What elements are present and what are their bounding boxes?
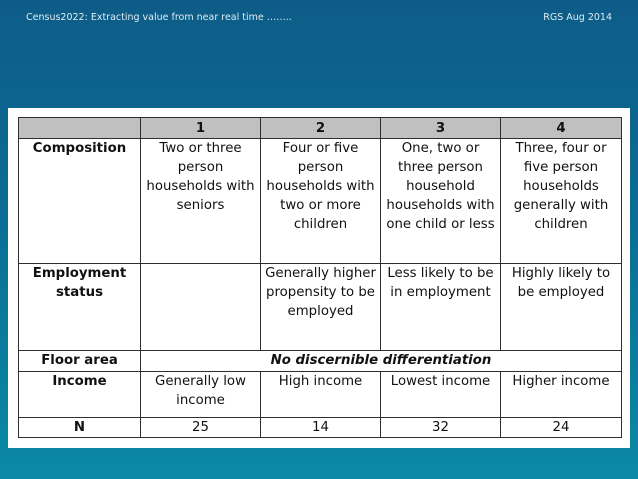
table-row-employment — [19, 263, 622, 351]
table-cell: Four or five person households with two or more children — [261, 139, 381, 264]
table-cell: Two or three person households with seniors — [141, 139, 261, 264]
row-label-composition: Composition — [19, 139, 141, 264]
row-label-floor-area: Floor area — [19, 351, 141, 371]
slide-header-event: RGS Aug 2014 — [543, 12, 612, 23]
table-row-composition — [19, 139, 622, 264]
row-label-income: Income — [19, 371, 141, 417]
column-header-1: 1 — [141, 118, 261, 139]
table-cell: 25 — [141, 417, 261, 437]
table-panel — [8, 108, 630, 448]
table-cell: Less likely to be in employment — [381, 263, 501, 351]
table-header-row — [19, 118, 622, 139]
table-cell: 32 — [381, 417, 501, 437]
table-row-floor-area — [19, 351, 622, 371]
table-cell: Three, four or five person households generally with children — [501, 139, 622, 264]
cluster-profile-table — [18, 117, 622, 438]
table-cell: 14 — [261, 417, 381, 437]
table-cell: Higher income — [501, 371, 622, 417]
table-cell: One, two or three person household households with one child or less — [381, 139, 501, 264]
row-label-employment: Employment status — [19, 263, 141, 351]
floor-area-merged-cell: No discernible differentiation — [141, 351, 622, 371]
row-label-n: N — [19, 417, 141, 437]
column-header-blank — [19, 118, 141, 139]
column-header-2: 2 — [261, 118, 381, 139]
column-header-3: 3 — [381, 118, 501, 139]
table-cell: 24 — [501, 417, 622, 437]
table-cell: Lowest income — [381, 371, 501, 417]
slide-header-title: Census2022: Extracting value from near real time …….. — [26, 12, 292, 23]
table-row-n — [19, 417, 622, 437]
table-cell — [141, 263, 261, 351]
table-row-income — [19, 371, 622, 417]
column-header-4: 4 — [501, 118, 622, 139]
table-cell: Generally higher propensity to be employed — [261, 263, 381, 351]
table-cell: High income — [261, 371, 381, 417]
table-cell: Highly likely to be employed — [501, 263, 622, 351]
table-cell: Generally low income — [141, 371, 261, 417]
